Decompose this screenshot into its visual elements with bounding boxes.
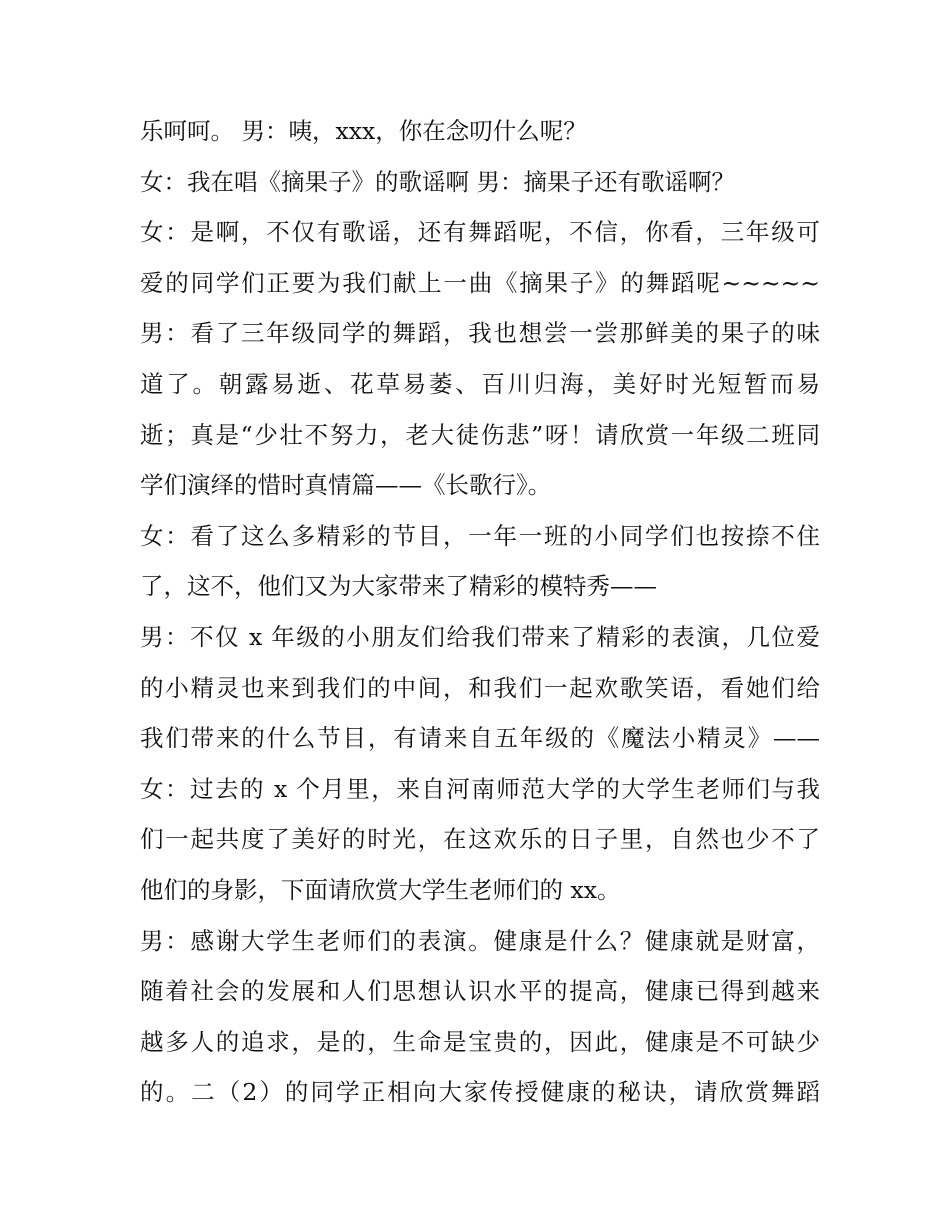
document-body xyxy=(140,106,820,1118)
text-line: 男：不仅 x 年级的小朋友们给我们带来了精彩的表演，几位爱 xyxy=(140,622,820,651)
text-line: 随着社会的发展和人们思想认识水平的提高，健康已得到越来 xyxy=(140,977,820,1006)
text-line: 越多人的追求，是的，生命是宝贵的，因此，健康是不可缺少 xyxy=(140,1027,820,1056)
text-line: 女：过去的 x 个月里，来自河南师范大学的大学生老师们与我 xyxy=(140,774,820,803)
text-line: 男：看了三年级同学的舞蹈，我也想尝一尝那鲜美的果子的味 xyxy=(140,319,820,348)
text-line: 女：是啊，不仅有歌谣，还有舞蹈呢，不信，你看，三年级可 xyxy=(140,218,820,247)
text-line: 乐呵呵。 男：咦，xxx，你在念叨什么呢？ xyxy=(140,117,587,145)
text-line: 他们的身影，下面请欣赏大学生老师们的 xx。 xyxy=(140,875,621,904)
text-line: 逝；真是“少壮不努力，老大徒伤悲”呀！请欣赏一年级二班同 xyxy=(140,420,820,449)
text-line: 了，这不，他们又为大家带来了精彩的模特秀—— xyxy=(140,572,657,601)
text-line: 的。二（2）的同学正相向大家传授健康的秘诀，请欣赏舞蹈 xyxy=(140,1078,820,1107)
text-line: 的小精灵也来到我们的中间，和我们一起欢歌笑语，看她们给 xyxy=(140,673,820,702)
text-line: 们一起共度了美好的时光，在这欢乐的日子里，自然也少不了 xyxy=(140,825,820,854)
text-line: 学们演绎的惜时真情篇——《长歌行》。 xyxy=(140,471,552,500)
text-line: 女：我在唱《摘果子》的歌谣啊 男：摘果子还有歌谣啊？ xyxy=(140,167,735,196)
text-line: 男：感谢大学生老师们的表演。健康是什么？健康就是财富， xyxy=(140,926,820,955)
text-line: 女：看了这么多精彩的节目，一年一班的小同学们也按捺不住 xyxy=(140,521,820,550)
text-line: 我们带来的什么节目，有请来自五年级的《魔法小精灵》—— xyxy=(140,724,820,753)
text-line: 爱的同学们正要为我们献上一曲《摘果子》的舞蹈呢~~~~~ xyxy=(140,268,820,297)
text-line: 道了。朝露易逝、花草易萎、百川归海，美好时光短暂而易 xyxy=(140,369,820,398)
